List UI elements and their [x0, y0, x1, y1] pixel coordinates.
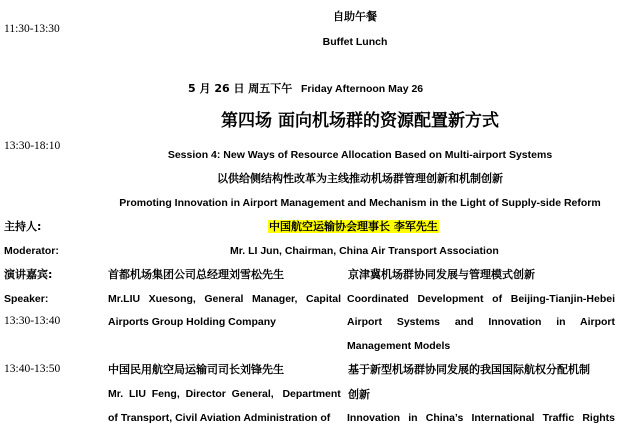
- session-subtitle-en: Promoting Innovation in Airport Management and Mechanism in the Light of Supply-side Reform: [119, 197, 601, 209]
- talk2-topic-en-line1: Innovation in China’s International Traffic Rights: [347, 412, 615, 424]
- session-subtitle-zh: 以供给侧结构性改革为主线推动机场群管理创新和机制创新: [217, 172, 503, 185]
- session-title-en: Session 4: New Ways of Resource Allocation Based on Multi-airport Systems: [167, 149, 553, 161]
- talk1-topic-en-line2: Airport Systems and Innovation in Airport: [347, 316, 615, 328]
- speaker-label-en: Speaker:: [4, 293, 49, 305]
- talk1-speaker-en-line2: Airports Group Holding Company: [108, 316, 276, 328]
- talk1-topic-en-line1: Coordinated Development of Beijing-Tianjin-Hebei: [347, 293, 615, 305]
- talk2-speaker-en-line2: of Transport, Civil Aviation Administration of: [108, 412, 331, 424]
- moderator-name-zh: 中国航空运输协会理事长 李军先生: [269, 220, 438, 233]
- talk2-topic-zh-line2: 创新: [348, 388, 370, 401]
- time-lunch: 11:30-13:30: [4, 23, 60, 35]
- lunch-title-en: Buffet Lunch: [322, 36, 388, 48]
- talk1-speaker-zh: 首都机场集团公司总经理刘雪松先生: [108, 268, 284, 281]
- date-line-en: Friday Afternoon May 26: [301, 83, 424, 95]
- talk2-topic-zh-line1: 基于新型机场群协同发展的我国国际航权分配机制: [348, 363, 590, 376]
- talk1-topic-zh: 京津冀机场群协同发展与管理模式创新: [348, 268, 535, 281]
- time-session: 13:30-18:10: [4, 140, 61, 152]
- moderator-name-en: Mr. LI Jun, Chairman, China Air Transport Association: [230, 245, 499, 257]
- talk1-topic-en-line3: Management Models: [347, 340, 451, 352]
- time-talk2: 13:40-13:50: [4, 363, 61, 375]
- moderator-label-en: Moderator:: [4, 245, 59, 257]
- session-title-zh: 第四场 面向机场群的资源配置新方式: [221, 111, 499, 131]
- talk2-speaker-en-line1: Mr. LIU Feng, Director General, Department: [108, 388, 341, 400]
- talk1-speaker-en-line1: Mr.LIU Xuesong, General Manager, Capital: [108, 293, 341, 305]
- date-line-zh: 5 月 26 日 周五下午: [188, 82, 293, 95]
- moderator-label-zh: 主持人:: [4, 220, 42, 233]
- speaker-label-zh: 演讲嘉宾:: [4, 268, 53, 281]
- time-talk1: 13:30-13:40: [4, 315, 61, 327]
- lunch-title-zh: 自助午餐: [333, 10, 377, 23]
- talk2-speaker-zh: 中国民用航空局运输司司长刘锋先生: [108, 363, 284, 376]
